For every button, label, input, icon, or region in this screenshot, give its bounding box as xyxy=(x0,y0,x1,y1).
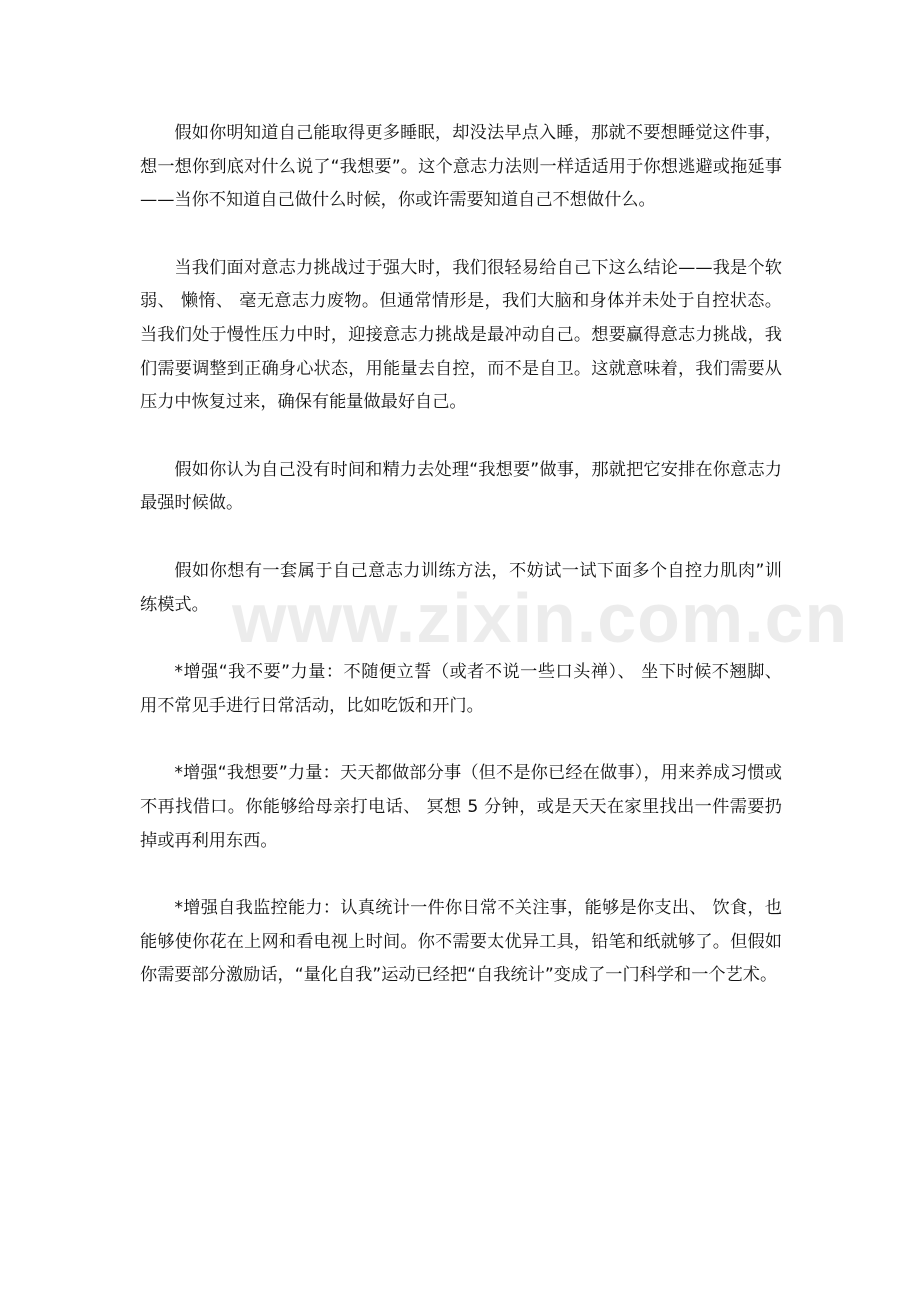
paragraph-4: 假如你想有一套属于自己意志力训练方法，不妨试一试下面多个自控力肌肉”训练模式。 xyxy=(140,560,782,615)
paragraph-3: 假如你认为自己没有时间和精力去处理“我想要”做事，那就把它安排在你意志力最强时候做。 xyxy=(140,459,782,514)
paragraph-7: *增强自我监控能力：认真统计一件你日常不关注事，能够是你支出、 饮食，也能够使你花在上网和看电视上时间。你不需要太优异工具，铅笔和纸就够了。但假如你需要部分激励话，“量化自我”运动已经把“自我统计”变成了一门科学和一个艺术。 xyxy=(140,898,782,986)
paragraph-5: *增强“我不要”力量：不随便立誓（或者不说一些口头禅）、 坐下时候不翘脚、 用不常见手进行日常活动，比如吃饭和开门。 xyxy=(140,662,782,716)
paragraph-6: *增强“我想要”力量：天天都做部分事（但不是你已经在做事），用来养成习惯或不再找借口。你能够给母亲打电话、 冥想 5 分钟，或是天天在家里找出一件需要扔掉或再利用东西。 xyxy=(140,763,782,851)
paragraph-2: 当我们面对意志力挑战过于强大时，我们很轻易给自己下这么结论——我是个软弱、 懒惰、 毫无意志力废物。但通常情形是，我们大脑和身体并未处于自控状态。当我们处于慢性压力中时，迎接意志力挑战是最冲动自己。想要赢得意志力挑战，我们需要调整到正确身心状态，用能量去自控，而不是自卫。这就意味着，我们需要从压力中恢复过来，确保有能量做最好自己。 xyxy=(140,257,782,413)
paragraph-1: 假如你明知道自己能取得更多睡眠，却没法早点入睡，那就不要想睡觉这件事，想一想你到底对什么说了“我想要”。这个意志力法则一样适适用于你想逃避或拖延事——当你不知道自己做什么时候，你或许需要知道自己不想做什么。 xyxy=(140,123,782,211)
watermark-text: www.zixin.com.cn xyxy=(232,579,849,657)
document-body xyxy=(140,117,782,1027)
